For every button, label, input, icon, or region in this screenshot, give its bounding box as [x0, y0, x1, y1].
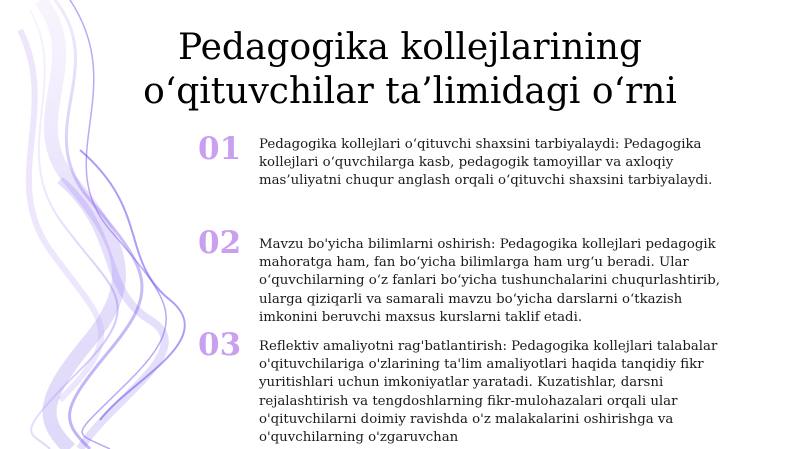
item-number-03: 03 — [198, 327, 242, 363]
item-text-03: Reflektiv amaliyotni rag'batlantirish: Pedagogika kollejlari talabalar o'qituvchilariga o'zlarining ta'lim amaliyotlari haqida tanqidiy fikr yuritishlari uchun imkoniyatlar yaratadi. Kuzatishlar, darsni rejalashtirish va tengdoshlarning fikr-mulohazalari orqali ular o'qituvchilarni doimiy ravishda o'z malakalarini oshirishga va o'quvchilarning o'zgaruvchan — [259, 339, 718, 446]
title-line-1: Pedagogika kollejlarining — [177, 27, 643, 68]
title-line-2: o‘qituvchilar ta’limidagi o‘rni — [143, 71, 677, 112]
page-title — [60, 26, 760, 114]
item-number-02: 02 — [198, 225, 242, 261]
item-text-02: Mavzu bo'yicha bilimlarni oshirish: Pedagogika kollejlari pedagogik mahoratga ham, fan bo‘yicha bilimlarga ham urg‘u beradi. Ular o‘quvchilarning o‘z fanlari bo‘yicha tushunchalarini chuqurlashtirib, ularga qiziqarli va samarali mavzu bo‘yicha darslarni o‘tkazish imkonini beruvchi maxsus kurslarni taklif etadi. — [259, 237, 721, 325]
item-number-01: 01 — [198, 131, 242, 167]
item-text-01: Pedagogika kollejlari o‘qituvchi shaxsini tarbiyalaydi: Pedagogika kollejlari o‘quvchilarga kasb, pedagogik tamoyillar va axloqiy mas’uliyatni chuqur anglash orqali o‘qituvchi shaxsini tarbiyalaydi. — [259, 137, 713, 189]
